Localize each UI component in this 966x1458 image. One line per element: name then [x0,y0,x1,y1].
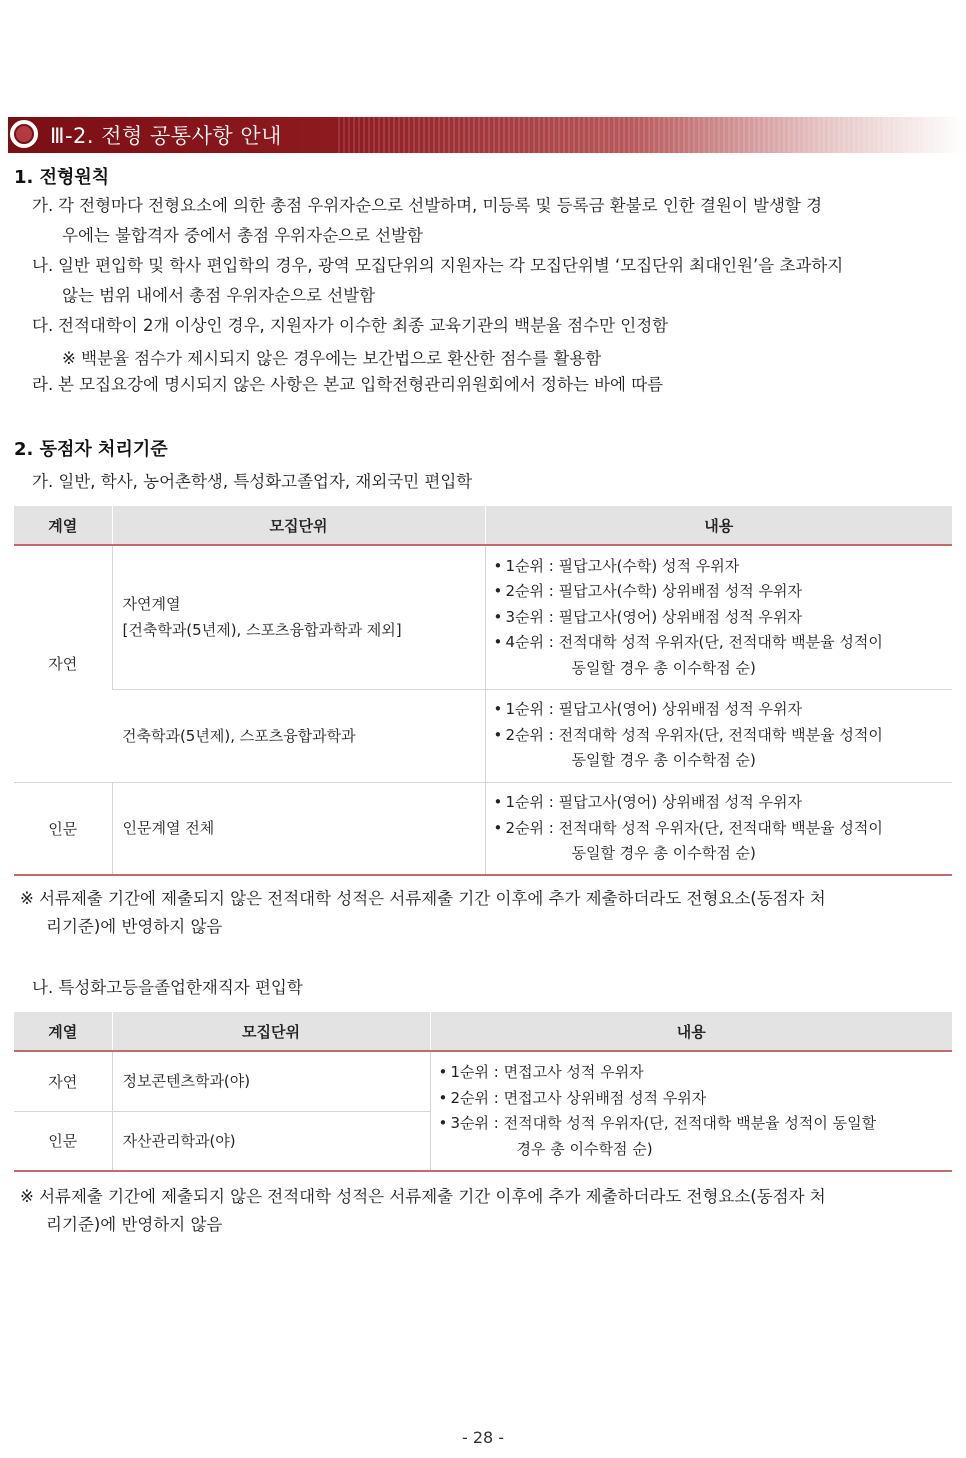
page-number: - 28 - [461,1428,505,1447]
warning-note-b [20,1183,966,1239]
item-marker: 가. [32,196,54,215]
field-cell-natural: 자연 [14,1051,112,1111]
unit-cell [112,545,485,689]
table-header-row [14,1012,952,1051]
warning-line-cont: 리기준)에 반영하지 않음 [46,1215,223,1234]
content-cell [485,782,952,875]
table-header-row [14,506,952,545]
rank-item: • 1순위 : 필답고사(영어) 상위배점 성적 우위자 [493,793,802,811]
principle-item-na [32,251,966,311]
unit-line: [건축학과(5년제), 스포츠융합과학과 제외] [122,621,402,640]
content-cell [430,1051,952,1171]
field-cell-natural: 자연 [14,545,112,782]
rank-item-cont: 동일할 경우 총 이수학점 순) [571,658,756,677]
warning-line: ※ 서류제출 기간에 제출되지 않은 전적대학 성적은 서류제출 기간 이후에 추가 제출하더라도 전형요소(동점자 처 [20,1187,826,1206]
field-cell-humanities: 인문 [14,782,112,875]
rank-item: • 3순위 : 필답고사(영어) 상위배점 성적 우위자 [493,607,802,626]
item-text-cont: 우에는 불합격자 중에서 총점 우위자순으로 선발함 [62,226,423,245]
col-header-field: 계열 [14,506,112,545]
col-header-unit: 모집단위 [112,506,485,545]
section1-heading: 1. 전형원칙 [14,167,110,188]
table-row [14,1051,952,1111]
item-text: 본 모집요강에 명시되지 않은 사항은 본교 입학전형관리위원회에서 정하는 바에 따름 [58,375,664,394]
col-header-content: 내용 [430,1012,952,1051]
unit-cell: 인문계열 전체 [112,782,485,875]
tiebreak-table-b [14,1012,952,1172]
item-marker: 다. [32,316,54,335]
principle-item-ga [32,191,966,251]
rank-item-cont: 동일할 경우 총 이수학점 순) [571,751,756,770]
university-seal-icon [8,118,40,150]
item-text: 일반 편입학 및 학사 편입학의 경우, 광역 모집단위의 지원자는 각 모집단위별 ‘모집단위 최대인원’을 초과하지 [58,256,844,275]
rank-item: • 1순위 : 면접고사 성적 우위자 [438,1063,644,1081]
unit-line: 자연계열 [122,595,181,614]
item-marker: 라. [32,375,54,394]
field-cell-humanities: 인문 [14,1111,112,1171]
banner-stripes [338,117,966,153]
rank-item: • 2순위 : 전적대학 성적 우위자(단, 전적대학 백분율 성적이 [493,725,883,744]
warning-line: ※ 서류제출 기간에 제출되지 않은 전적대학 성적은 서류제출 기간 이후에 추가 제출하더라도 전형요소(동점자 처 [20,889,826,908]
col-header-content: 내용 [485,506,952,545]
rank-item-cont: 경우 총 이수학점 순) [516,1139,653,1158]
rank-item: • 2순위 : 면접고사 상위배점 성적 우위자 [438,1088,707,1107]
principle-item-ra [32,370,966,400]
rank-item: • 2순위 : 전적대학 성적 우위자(단, 전적대학 백분율 성적이 [493,818,883,837]
banner-title: Ⅲ-2. 전형 공통사항 안내 [50,124,282,148]
tiebreak-table-a [14,506,952,876]
rank-item-cont: 동일할 경우 총 이수학점 순) [571,844,756,862]
rank-item: • 3순위 : 전적대학 성적 우위자(단, 전적대학 백분율 성적이 동일할 [438,1114,877,1132]
subsection-b-title: 나. 특성화고등을졸업한재직자 편입학 [32,978,303,997]
unit-cell: 정보콘텐츠학과(야) [112,1051,430,1111]
item-marker: 나. [32,256,54,275]
section-banner [8,117,966,153]
principle-note: ※ 백분율 점수가 제시되지 않은 경우에는 보간법으로 환산한 점수를 활용함 [62,349,602,368]
principle-item-da [32,311,966,341]
unit-cell: 건축학과(5년제), 스포츠융합과학과 [112,689,485,782]
table-row [14,782,952,875]
warning-line-cont: 리기준)에 반영하지 않음 [46,917,223,936]
subsection-a-title: 가. 일반, 학사, 농어촌학생, 특성화고졸업자, 재외국민 편입학 [32,472,473,491]
rank-item: • 1순위 : 필답고사(수학) 성적 우위자 [493,556,740,575]
rank-item: • 4순위 : 전적대학 성적 우위자(단, 전적대학 백분율 성적이 [493,633,883,651]
table-row [14,689,952,782]
table-row [14,545,952,689]
item-text-cont: 않는 범위 내에서 총점 우위자순으로 선발함 [62,286,376,305]
content-cell [485,689,952,782]
content-cell [485,545,952,689]
rank-item: • 1순위 : 필답고사(영어) 상위배점 성적 우위자 [493,700,802,719]
rank-item: • 2순위 : 필답고사(수학) 상위배점 성적 우위자 [493,582,802,600]
item-text: 각 전형마다 전형요소에 의한 총점 우위자순으로 선발하며, 미등록 및 등록금 환불로 인한 결원이 발생할 경 [58,196,823,215]
warning-note-a [20,885,966,941]
item-text: 전적대학이 2개 이상인 경우, 지원자가 이수한 최종 교육기관의 백분율 점수만 인정함 [58,316,669,335]
col-header-unit: 모집단위 [112,1012,430,1051]
section2-heading: 2. 동점자 처리기준 [14,439,168,460]
col-header-field: 계열 [14,1012,112,1051]
unit-cell: 자산관리학과(야) [112,1111,430,1171]
